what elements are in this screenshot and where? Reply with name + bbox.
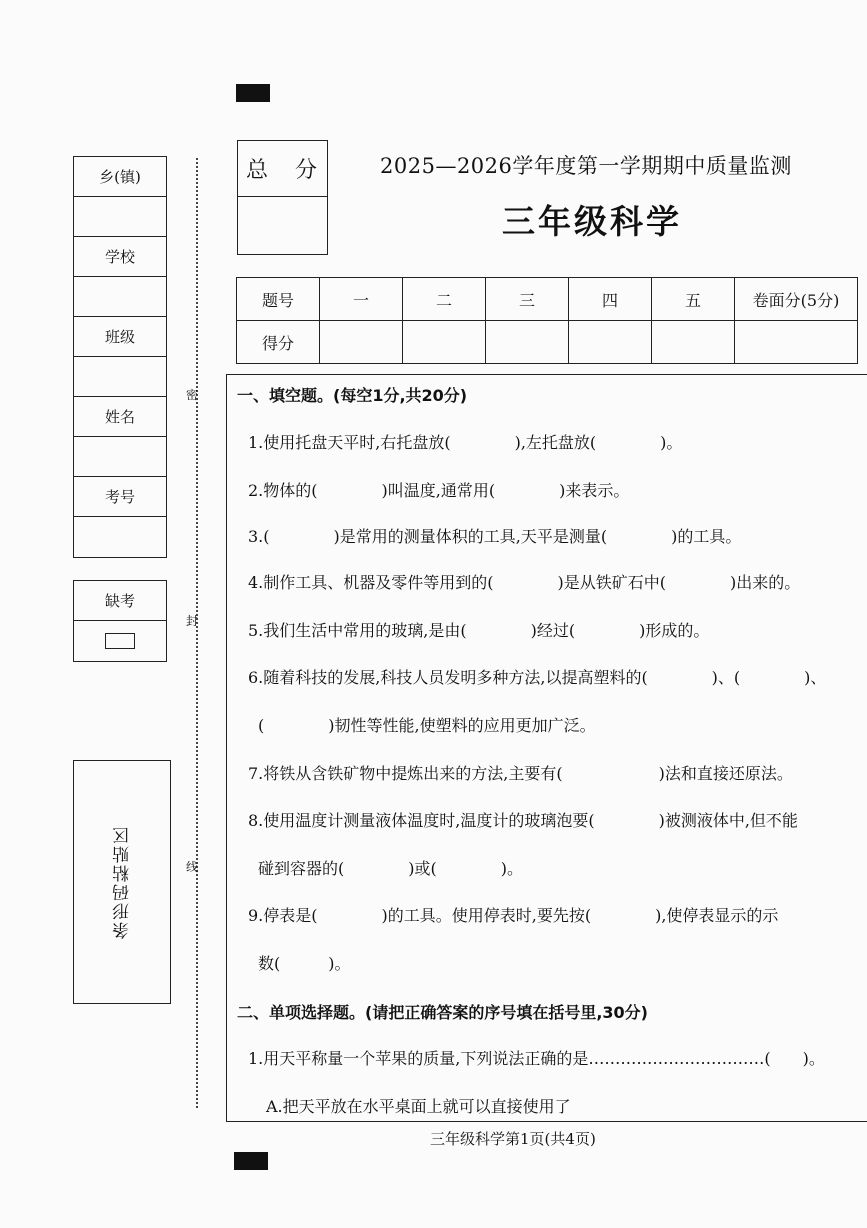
question-line: 1.用天平称量一个苹果的质量,下列说法正确的是……………………………( )。 — [248, 1049, 825, 1068]
score-table-header-row — [237, 278, 858, 321]
total-score-input[interactable] — [238, 197, 327, 253]
field-input-exam-number[interactable] — [74, 517, 166, 557]
choice-option-a: A.把天平放在水平桌面上就可以直接使用了 — [266, 1097, 571, 1116]
table-cell: 题号 — [237, 278, 320, 321]
page-footer: 三年级科学第1页(共4页) — [430, 1130, 596, 1148]
table-cell: 卷面分(5分) — [735, 278, 858, 321]
question-line: 5.我们生活中常用的玻璃,是由( )经过( )形成的。 — [248, 621, 710, 640]
section-heading-fill-blank: 一、填空题。(每空1分,共20分) — [237, 386, 468, 405]
score-input[interactable] — [320, 321, 403, 364]
barcode-area — [73, 760, 171, 1004]
question-line: 9.停表是( )的工具。使用停表时,要先按( ),使停表显示的示 — [248, 906, 779, 925]
field-input-name[interactable] — [74, 437, 166, 477]
absent-box — [73, 580, 167, 662]
barcode-label: 条形码粘贴区 — [112, 825, 133, 939]
field-label-exam-number: 考号 — [74, 477, 166, 517]
seal-char-xian: 线 — [186, 860, 199, 874]
field-label-name: 姓名 — [74, 397, 166, 437]
absent-checkbox[interactable] — [105, 633, 135, 649]
table-cell: 得分 — [237, 321, 320, 364]
table-cell: 四 — [569, 278, 652, 321]
score-input[interactable] — [569, 321, 652, 364]
subject-title: 三年级科学 — [502, 202, 682, 241]
field-input-class[interactable] — [74, 357, 166, 397]
question-line: 2.物体的( )叫温度,通常用( )来表示。 — [248, 481, 630, 500]
score-table — [236, 277, 858, 364]
question-line: 1.使用托盘天平时,右托盘放( ),左托盘放( )。 — [248, 433, 683, 452]
table-cell: 二 — [403, 278, 486, 321]
registration-mark-top — [236, 84, 270, 102]
table-cell: 三 — [486, 278, 569, 321]
table-cell: 一 — [320, 278, 403, 321]
table-cell: 五 — [652, 278, 735, 321]
total-score-label: 总 分 — [238, 141, 327, 197]
question-line: 8.使用温度计测量液体温度时,温度计的玻璃泡要( )被测液体中,但不能 — [248, 811, 798, 830]
registration-mark-bottom — [234, 1152, 268, 1170]
seal-line — [196, 158, 198, 1108]
field-input-township[interactable] — [74, 197, 166, 237]
question-line: 碰到容器的( )或( )。 — [258, 859, 523, 878]
question-line: 4.制作工具、机器及零件等用到的( )是从铁矿石中( )出来的。 — [248, 573, 801, 592]
question-line: 6.随着科技的发展,科技人员发明多种方法,以提高塑料的( )、( )、 — [248, 668, 827, 687]
score-input[interactable] — [486, 321, 569, 364]
field-label-class: 班级 — [74, 317, 166, 357]
seal-char-feng: 封 — [186, 614, 199, 628]
section-heading-single-choice: 二、单项选择题。(请把正确答案的序号填在括号里,30分) — [237, 1003, 648, 1022]
question-line: 7.将铁从含铁矿物中提炼出来的方法,主要有( )法和直接还原法。 — [248, 764, 793, 783]
score-input[interactable] — [403, 321, 486, 364]
score-input[interactable] — [735, 321, 858, 364]
field-input-school[interactable] — [74, 277, 166, 317]
exam-title: 2025—2026学年度第一学期期中质量监测 — [380, 154, 792, 178]
score-table-score-row — [237, 321, 858, 364]
field-label-township: 乡(镇) — [74, 157, 166, 197]
question-line: 3.( )是常用的测量体积的工具,天平是测量( )的工具。 — [248, 527, 742, 546]
total-score-box — [237, 140, 328, 255]
absent-label: 缺考 — [74, 581, 166, 621]
absent-checkbox-cell — [74, 621, 166, 661]
question-line: ( )韧性等性能,使塑料的应用更加广泛。 — [258, 716, 596, 735]
score-input[interactable] — [652, 321, 735, 364]
seal-char-mi: 密 — [186, 388, 199, 402]
field-label-school: 学校 — [74, 237, 166, 277]
student-info-box — [73, 156, 167, 558]
question-line: 数( )。 — [258, 954, 351, 973]
